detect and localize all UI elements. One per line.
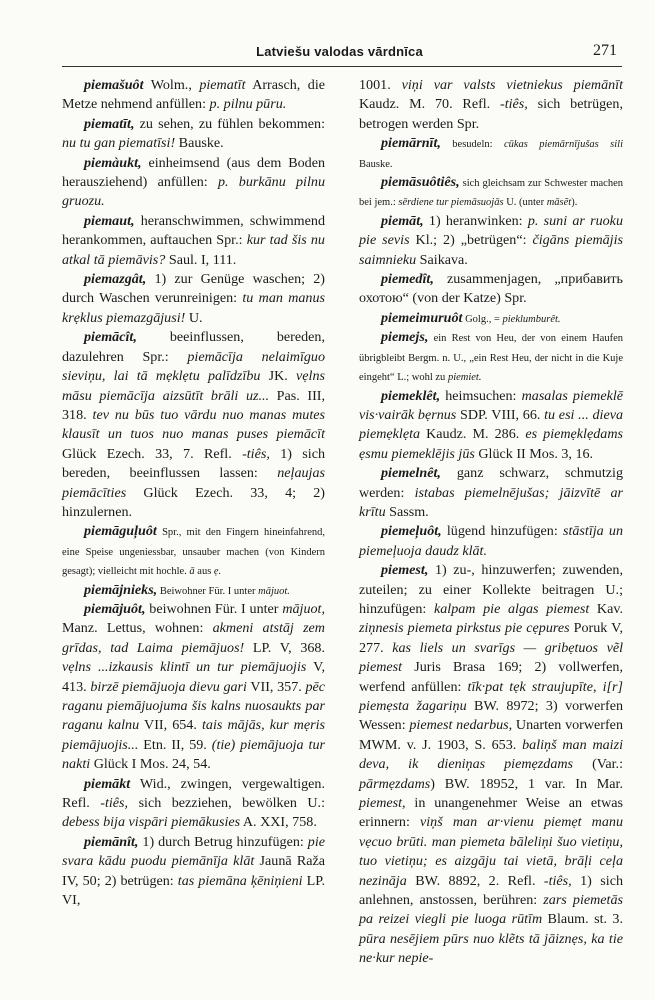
definition-text: Juris Brasa 169; 2) vollwerfen, werfend anfüllen: — [359, 659, 623, 695]
definition-text: Kaudz. M. 70. Refl. — [359, 96, 501, 113]
definition-text: 1) sich anlehnen, anstossen, berühren: — [359, 872, 623, 909]
latvian-example: pārmẹzdams — [359, 775, 431, 792]
dictionary-entry — [359, 522, 623, 561]
entry-headword: piemeklêt, — [381, 387, 441, 404]
latvian-example: mājuot, — [282, 600, 325, 617]
latvian-example: birzē piemājuoja dievu gari — [90, 678, 247, 695]
latvian-example: piemiet. — [447, 372, 482, 384]
definition-text: V, 413. — [62, 659, 325, 695]
entry-body — [62, 329, 325, 520]
definition-text: besudeln: — [440, 139, 504, 151]
definition-text: Kaudz. M. 286. — [420, 426, 526, 443]
definition-text: Unarten vorwerfen MWM. v. J. 1903, S. 653. — [359, 717, 623, 753]
running-title: Latviešu valodas vārdnīca — [256, 44, 423, 59]
latvian-example: pieklumburêt. — [502, 313, 561, 325]
entry-body — [62, 601, 325, 772]
entry-headword: piemelnêt, — [381, 465, 441, 482]
latvian-example: viņš man ar·vienu piemẹt manu vẹcuo brūti. man piemeta bāleliņi šuo vietiņu, tuo vietiņu; es aizgāju tai vietā, brāļi ceļa nezināja — [359, 814, 623, 889]
entry-headword: piemānît, — [84, 833, 139, 850]
dictionary-entry — [359, 464, 623, 522]
dictionary-entry — [62, 522, 325, 580]
definition-text: Saul. I, 111. — [165, 251, 237, 268]
entry-headword: piemāt, — [381, 212, 424, 229]
definition-text: Saikava. — [416, 251, 468, 268]
definition-text: BW. 8892, 2. Refl. — [406, 872, 544, 889]
dictionary-entry — [62, 833, 325, 911]
entry-body — [157, 586, 290, 597]
definition-text: einheimsend (aus dem Boden herausziehend) anfüllen: — [62, 154, 325, 191]
definition-text: BW. 8972; 3) vorwerfen Wessen: — [359, 698, 623, 734]
definition-text: (Var.: — [573, 756, 623, 773]
definition-text: Kl.; 2) „betrügen“: — [409, 232, 533, 249]
latvian-example: es piemẹklẹdams ẹsmu piemeklējis jūs — [359, 426, 623, 462]
definition-text: Pas. III, 318. — [62, 387, 325, 423]
latvian-example: nu tu gan piematīsi! — [62, 135, 176, 152]
dictionary-entry — [359, 561, 623, 969]
definition-text: SDP. VIII, 66. — [456, 406, 545, 423]
definition-text: 1) zur Genüge waschen; 2) durch Waschen verunreinigen: — [62, 271, 325, 307]
entry-headword: piemācît, — [84, 329, 137, 346]
dictionary-entry — [359, 270, 623, 309]
page-header — [62, 44, 617, 66]
definition-text: Wolm., — [143, 77, 200, 93]
latvian-example: (tie) piemājuoja tur nakti — [62, 736, 325, 773]
definition-text: VII, 654. — [139, 717, 202, 734]
dictionary-entry — [359, 134, 623, 173]
latvian-example: pēc raganu piemājuojuma šis kalns nuosaukts par raganu kalnu — [62, 678, 325, 734]
latvian-example: zars piemetās pa reizei viegli pie luoga rūtīm — [359, 892, 623, 928]
definition-text: ganz schwarz, schmutzig werden: — [359, 465, 623, 501]
entry-headword: piemašuôt — [84, 77, 144, 93]
dictionary-entry — [359, 387, 623, 465]
entry-headword: piemejs, — [381, 329, 429, 346]
definition-text: JK. — [260, 368, 297, 385]
definition-text: 1) heranwinken: — [423, 212, 528, 229]
latvian-example: vẹlns ...izkausis klintī un tur piemājuojis — [62, 659, 307, 676]
latvian-example: ā — [189, 566, 195, 578]
definition-text: Glück Ezech. 33, 7. Refl. — [62, 445, 243, 462]
definition-text: heranschwimmen, schwimmend herankommen, auftauchen Spr.: — [62, 212, 325, 249]
latvian-example: baliņš man maizi deva, ik dieniņas piemẹzdams — [359, 736, 623, 773]
dictionary-entry — [62, 270, 325, 328]
entry-headword: piemedît, — [381, 271, 434, 288]
latvian-example: -tiês, — [500, 96, 528, 113]
definition-text: LP. V, 368. — [244, 639, 325, 656]
definition-text: heimsuchen: — [440, 387, 522, 404]
latvian-example: piemest nedarbus, — [409, 717, 513, 734]
definition-text: U. — [185, 309, 203, 326]
latvian-example: -tiês, — [100, 795, 129, 812]
definition-text: Manz. Lettus, wohnen: — [62, 620, 213, 637]
definition-text: ). — [571, 197, 578, 209]
definition-text: LP. VI, — [62, 872, 325, 909]
latvian-example: akmeni atstāj zem grīdas, tad Laima piemājuos! — [62, 620, 325, 656]
definition-text: ) BW. 18952, 1 var. In Mar. — [430, 775, 623, 792]
definition-text: Sassm. — [385, 503, 429, 520]
latvian-example: neļaujas piemācīties — [62, 465, 325, 501]
latvian-example: kur tad šis nu atkal tā piemāvis? — [62, 232, 325, 268]
definition-text: Etn. II, 59. — [138, 736, 212, 753]
definition-text: Bauske. — [359, 158, 393, 170]
latvian-example: tu man manus krẹklus piemazgājusi! — [62, 290, 325, 326]
latvian-example: p. pilnu pūru. — [209, 96, 287, 113]
definition-text: U. (unter — [503, 197, 547, 209]
definition-text: Poruk V, 277. — [359, 620, 623, 656]
definition-text: zu sehen, zu fühlen bekommen: — [134, 115, 325, 132]
latvian-example: tīk·pat tẹk straujupīte, i[r] piemẹsta žagariņu — [359, 678, 623, 714]
latvian-example: kalpam pie algas piemest — [433, 600, 590, 617]
dictionary-entry — [62, 328, 325, 522]
definition-text: Beiwohner Für. I unter — [157, 585, 259, 597]
latvian-example: tu esi ... dieva piemẹklẹta — [359, 406, 623, 443]
left-column — [62, 76, 325, 910]
definition-text: 1001. — [359, 77, 402, 93]
definition-text: Spr., mit den Fingern hineinfahrend, eine Speise ungeniessbar, unsauber machen (von Kindern gesagt); vielleicht mit hochle. — [62, 527, 325, 578]
entry-headword: piemārnīt, — [381, 135, 441, 152]
definition-text: Wid., zwingen, vergewaltigen. Refl. — [62, 775, 325, 812]
entry-body — [462, 314, 560, 325]
latvian-example: debess bija vispāri piemākusies — [62, 814, 241, 831]
definition-text: Glück I Mos. 24, 54. — [90, 756, 211, 773]
definition-text: beiwohnen Für. I unter — [145, 600, 283, 617]
definition-text: sich betrügen, betrogen werden Spr. — [359, 96, 623, 132]
dictionary-entry — [359, 328, 623, 386]
latvian-example: cūkas piemārnījušas sili — [503, 139, 623, 151]
dictionary-entry — [62, 775, 325, 833]
definition-text: in unangenehmer Weise an etwas erinnern: — [359, 795, 623, 831]
page-number: 271 — [593, 42, 617, 59]
definition-text: VII, 357. — [246, 678, 306, 695]
latvian-example: pūra nesējiem pūrs nuo klẽts tā jāiznẹs, ka tie ne·kur nepie- — [359, 930, 623, 967]
entry-headword: piematīt, — [84, 115, 135, 132]
definition-text: zusammenjagen, „прибавить охотою“ (von der Katze) Spr. — [359, 271, 623, 307]
entry-headword: piemājnieks, — [84, 581, 158, 598]
definition-text: Kav. — [589, 600, 623, 617]
latvian-example: tev nu būs tuo vārdu nuo manas mutes klausīt un tuos nuo manas puses piemācīt — [62, 406, 325, 443]
entry-body — [359, 77, 623, 132]
entry-headword: piemàukt, — [84, 154, 142, 171]
latvian-example: tas piemāna ķēniņieni — [177, 872, 303, 889]
latvian-example: viņi var valsts vietniekus piemānīt — [401, 77, 624, 93]
dictionary-entry — [62, 581, 325, 600]
right-column — [359, 76, 623, 969]
latvian-example: tais mājās, kur mẹris piemājuojis... — [62, 717, 325, 753]
dictionary-entry — [359, 173, 623, 212]
latvian-example: p. suni ar ruoku pie sevis — [359, 212, 623, 249]
latvian-example: ziņnesis piemeta pirkstus pie cẹpures — [359, 620, 570, 637]
latvian-example: ẹ. — [213, 566, 222, 578]
definition-text: aus — [194, 566, 214, 578]
definition-text: 1) zu-, hinzuwerfen; zuwenden, zuteilen; zu einer Kollekte beitragen U.; hinzufügen: — [359, 562, 623, 617]
definition-text: ein Rest von Heu, der von einem Haufen übrigbleibt Bergm. n. U., „ein Rest Heu, der nicht in die Kuje eingeht“ L.; wohl zu — [359, 333, 623, 384]
latvian-example: -tiês, — [242, 445, 270, 462]
dictionary-entry — [359, 309, 623, 328]
latvian-example: mājuot. — [258, 585, 290, 597]
entry-headword: piemaut, — [84, 212, 135, 229]
entry-headword: piemest, — [381, 562, 429, 579]
latvian-example: sērdiene tur piemāsuojās — [398, 197, 504, 209]
definition-text: Glück II Mos. 3, 16. — [474, 445, 594, 462]
latvian-example: vẹlns māsu piemācīja aizsūtīt brāli uz... — [62, 368, 325, 404]
dictionary-entry — [62, 212, 325, 270]
definition-text: Glück Ezech. 33, 4; 2) hinzulernen. — [62, 484, 325, 520]
latvian-example: -tiês, — [543, 872, 572, 889]
dictionary-entry — [359, 212, 623, 270]
definition-text: Bauske. — [175, 135, 224, 152]
dictionary-entry — [62, 600, 325, 775]
latvian-example: pie svara kādu puodu piemānīja klāt — [62, 833, 325, 870]
entry-body — [359, 562, 623, 966]
entry-headword: piemājuôt, — [84, 600, 146, 617]
entry-headword: piemākt — [84, 775, 131, 792]
header-rule — [62, 66, 622, 67]
latvian-example: piemācīja nelaimīguo sieviņu, lai tā mẹklẹtu palīdzību — [62, 348, 325, 385]
definition-text: lügend hinzufügen: — [441, 523, 563, 540]
latvian-example: masalas piemeklē vis·vairāk bẹrnus — [359, 387, 624, 423]
definition-text: Golg., = — [462, 313, 503, 325]
definition-text: sich bezziehen, bewölken U.: — [128, 795, 325, 812]
latvian-example: stāstīja un piemeļuoja daudz klāt. — [359, 523, 624, 559]
definition-text: beeinflussen, bereden, dazulehren Spr.: — [62, 329, 325, 365]
definition-text: sich gleichsam zur Schwester machen bei jem.: — [359, 178, 623, 209]
definition-text: 1) durch Betrug hinzufügen: — [138, 833, 308, 850]
definition-text: Blaum. st. 3. — [542, 911, 623, 928]
latvian-example: piematīt — [199, 77, 246, 93]
latvian-example: p. burkānu pilnu gruozu. — [62, 174, 325, 210]
definition-text: Arrasch, die Metze nehmend anfüllen: — [62, 77, 325, 113]
dictionary-entry — [62, 115, 325, 154]
entry-headword: piemazgât, — [84, 271, 147, 288]
entry-headword: piemāsuôtiês, — [381, 174, 460, 191]
dictionary-entry — [62, 154, 325, 212]
latvian-example: kas liels un svarīgs — gribẹtuos vẽl piemest — [359, 639, 624, 676]
latvian-example: māsẽt — [546, 197, 572, 209]
definition-text: 1) sich bereden, beeinflussen lassen: — [62, 445, 325, 482]
latvian-example: čigāns piemājis saimnieku — [359, 232, 623, 268]
entry-headword: piemāguļuôt — [84, 523, 157, 540]
entry-headword: piemeimuruôt — [381, 309, 463, 326]
definition-text: A. XXI, 758. — [240, 814, 317, 831]
definition-text: Jaunā Raža IV, 50; 2) betrügen: — [62, 853, 325, 889]
latvian-example: piemest, — [359, 795, 406, 812]
latvian-example: istabas piemelnējušas; jāizvītē ar krītu — [359, 484, 624, 520]
entry-headword: piemeļuôt, — [381, 523, 442, 540]
dictionary-entry — [359, 76, 623, 134]
dictionary-entry — [62, 76, 325, 115]
